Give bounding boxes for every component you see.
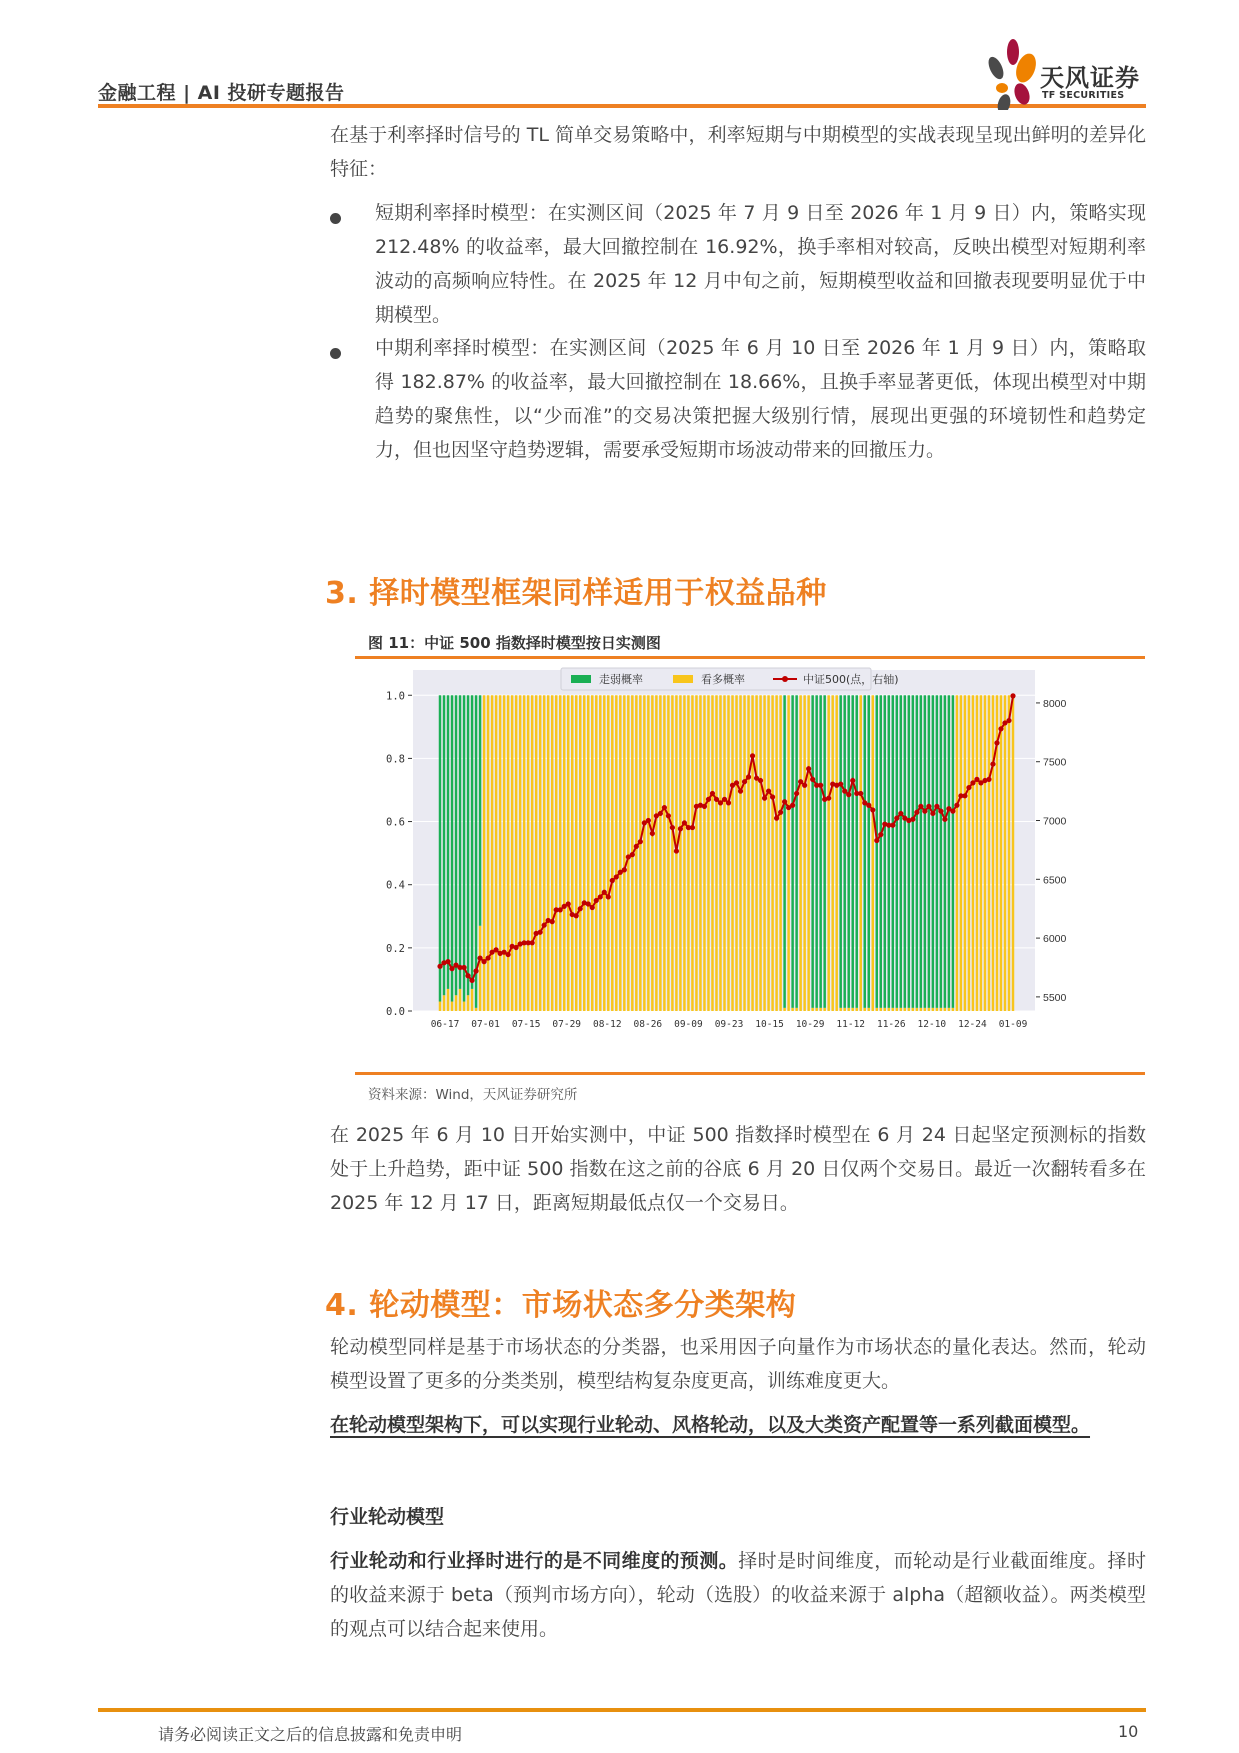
svg-text:07-15: 07-15 — [511, 1019, 541, 1030]
csi500-timing-chart — [355, 664, 1145, 1069]
footer-disclaimer: 请务必阅读正文之后的信息披露和免责申明 — [158, 1725, 463, 1744]
logo-text-en: TF SECURITIES — [1042, 90, 1125, 101]
section-4-heading: 4. 轮动模型：市场状态多分类架构 — [325, 1288, 797, 1323]
industry-rotation-subheading: 行业轮动模型 — [330, 1506, 445, 1528]
section-4-key-statement: 在轮动模型架构下，可以实现行业轮动、风格轮动，以及大类资产配置等一系列截面模型。 — [330, 1414, 1091, 1436]
page-number: 10 — [1118, 1722, 1139, 1741]
svg-text:0.8: 0.8 — [386, 753, 405, 766]
svg-text:07-29: 07-29 — [552, 1019, 582, 1030]
svg-text:7000: 7000 — [1043, 815, 1067, 828]
svg-text:7500: 7500 — [1043, 756, 1067, 769]
figure-source: 资料来源：Wind，天风证券研究所 — [368, 1087, 578, 1103]
svg-text:0.4: 0.4 — [386, 879, 405, 892]
svg-text:6500: 6500 — [1043, 874, 1067, 887]
intro-paragraph: 在基于利率择时信号的 TL 简单交易策略中，利率短期与中期模型的实战表现呈现出鲜明的差异化特征： — [330, 124, 1146, 180]
svg-text:06-17: 06-17 — [430, 1019, 460, 1030]
bullet-icon — [330, 348, 341, 359]
svg-text:11-12: 11-12 — [836, 1019, 866, 1030]
svg-text:12-24: 12-24 — [958, 1019, 987, 1030]
figure-top-divider — [355, 656, 1145, 659]
paragraph-2-rest: 择时是时间维度，而轮动是行业截面维度。择时的收益来源于 beta（预判市场方向），轮动（选股）的收益来源于 alpha（超额收益）。两类模型的观点可以结合起来使用。 — [330, 1550, 1146, 1640]
section-4-paragraph-1: 轮动模型同样是基于市场状态的分类器，也采用因子向量作为市场状态的量化表达。然而，轮动模型设置了更多的分类类别，模型结构复杂度更高，训练难度更大。 — [330, 1336, 1146, 1392]
svg-text:0.0: 0.0 — [386, 1006, 405, 1018]
svg-text:走弱概率: 走弱概率 — [599, 673, 643, 686]
svg-text:1.0: 1.0 — [386, 690, 405, 703]
section-3-paragraph: 在 2025 年 6 月 10 日开始实测中，中证 500 指数择时模型在 6 月 24 日起坚定预测标的指数处于上升趋势，距中证 500 指数在这之前的谷底 6 月 20 日仅两个交易日。最近一次翻转看多在 2025 年 12 月 17 日，距离短期最低点仅一个交易日。 — [330, 1124, 1146, 1214]
svg-text:09-23: 09-23 — [714, 1019, 744, 1030]
svg-text:10-29: 10-29 — [795, 1019, 825, 1030]
svg-text:0.2: 0.2 — [386, 942, 405, 955]
svg-text:5500: 5500 — [1043, 991, 1067, 1004]
svg-text:08-12: 08-12 — [592, 1019, 622, 1030]
svg-text:中证500(点，右轴): 中证500(点，右轴) — [803, 673, 899, 686]
svg-text:6000: 6000 — [1043, 933, 1067, 946]
paragraph-2-bold-lead: 行业轮动和行业择时进行的是不同维度的预测。 — [330, 1550, 739, 1572]
bullet-icon — [330, 213, 341, 224]
footer-divider — [98, 1708, 1146, 1712]
svg-text:看多概率: 看多概率 — [701, 673, 745, 686]
logo-text-cn: 天风证券 — [1040, 64, 1140, 92]
bullet-short-term-model: 短期利率择时模型：在实测区间（2025 年 7 月 9 日至 2026 年 1 月 9 日）内，策略实现 212.48% 的收益率，最大回撤控制在 16.92%，换手率相对较高，反映出模型对短期利率波动的高频响应特性。在 2025 年 12 月中旬之前，短期模型收益和回撤表现要明显优于中期模型。 — [375, 202, 1146, 326]
svg-text:12-10: 12-10 — [917, 1019, 947, 1030]
report-category: 金融工程 | AI 投研专题报告 — [98, 82, 345, 104]
section-3-heading: 3. 择时模型框架同样适用于权益品种 — [325, 576, 827, 611]
svg-text:0.6: 0.6 — [386, 816, 405, 829]
svg-text:09-09: 09-09 — [674, 1019, 703, 1030]
svg-text:08-26: 08-26 — [633, 1019, 663, 1030]
section-4-paragraph-2 — [330, 1544, 1146, 1646]
svg-text:07-01: 07-01 — [471, 1019, 500, 1030]
figure-bottom-divider — [355, 1072, 1145, 1075]
svg-text:8000: 8000 — [1043, 697, 1067, 710]
svg-text:01-09: 01-09 — [998, 1019, 1028, 1030]
svg-text:10-15: 10-15 — [755, 1019, 784, 1030]
figure-11-title: 图 11：中证 500 指数择时模型按日实测图 — [368, 634, 661, 652]
svg-text:11-26: 11-26 — [876, 1019, 906, 1030]
bullet-mid-term-model: 中期利率择时模型：在实测区间（2025 年 6 月 10 日至 2026 年 1 月 9 日）内，策略取得 182.87% 的收益率，最大回撤控制在 18.66%，且换手率显著更低，体现出模型对中期趋势的聚焦性，以“少而准”的交易决策把握大级别行情，展现出更强的环境韧性和趋势定力，但也因坚守趋势逻辑，需要承受短期市场波动带来的回撤压力。 — [375, 337, 1146, 461]
